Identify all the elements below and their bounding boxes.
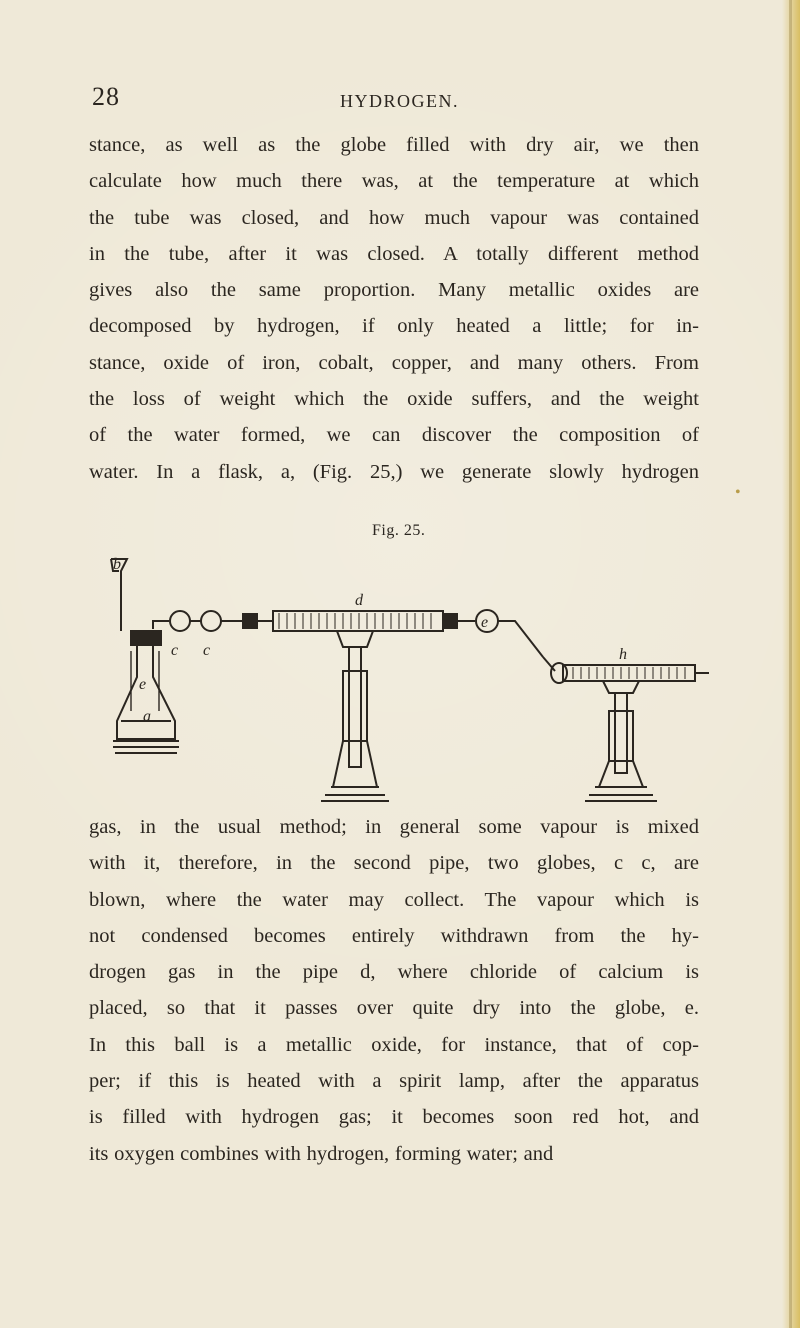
label-b: b bbox=[113, 556, 121, 573]
text-line: In this ball is a metallic oxide, for instance, that of cop- bbox=[89, 1033, 699, 1056]
middle-stand-rod bbox=[349, 647, 361, 767]
page-edge-line bbox=[789, 0, 792, 1328]
text-line: decomposed by hydrogen, if only heated a little; for in- bbox=[89, 315, 699, 338]
right-clamp bbox=[603, 681, 639, 693]
text-line: placed, so that it passes over quite dry into the globe, e. bbox=[89, 997, 699, 1020]
label-c-first: c bbox=[171, 642, 179, 659]
middle-stand-legs bbox=[333, 741, 377, 787]
text-line: not condensed becomes entirely withdrawn from the hy- bbox=[89, 924, 699, 947]
text-line: gas, in the usual method; in general some vapour is mixed bbox=[89, 816, 699, 838]
middle-clamp bbox=[337, 631, 373, 647]
label-e-flask: e bbox=[139, 676, 147, 693]
text-line: stance, as well as the globe filled with dry air, we then bbox=[89, 134, 699, 156]
delivery-tube-start bbox=[153, 621, 169, 629]
flask-base-lines bbox=[113, 741, 179, 753]
text-line: with it, therefore, in the second pipe, two globes, c c, are bbox=[89, 852, 699, 875]
body-text-bottom bbox=[89, 809, 699, 1172]
label-c-second: c bbox=[203, 642, 211, 659]
globe-c1 bbox=[170, 611, 190, 631]
text-line: gives also the same proportion. Many metallic oxides are bbox=[89, 279, 699, 302]
text-line: its oxygen combines with hydrogen, forming water; and bbox=[89, 1142, 554, 1165]
text-line: stance, oxide of iron, cobalt, copper, and many others. From bbox=[89, 351, 699, 374]
margin-stain: • bbox=[735, 484, 741, 501]
label-h: h bbox=[619, 646, 627, 663]
text-line: of the water formed, we can discover the composition of bbox=[89, 424, 699, 447]
right-stand-block bbox=[609, 711, 633, 761]
running-head: HYDROGEN. bbox=[340, 91, 459, 111]
bulb-small bbox=[551, 663, 567, 683]
label-e-globe: e bbox=[481, 614, 489, 631]
apparatus-drawing bbox=[111, 559, 709, 801]
bend-tube bbox=[543, 657, 555, 671]
text-line: blown, where the water may collect. The vapour which is bbox=[89, 888, 699, 911]
text-line: calculate how much there was, at the temperature at which bbox=[89, 170, 699, 193]
globe-c2 bbox=[201, 611, 221, 631]
label-a: a bbox=[143, 708, 151, 725]
text-line: in the tube, after it was closed. A totally different method bbox=[89, 242, 699, 265]
connector-1 bbox=[243, 614, 257, 628]
figure-caption: Fig. 25. bbox=[372, 522, 426, 539]
text-line: per; if this is heated with a spirit lamp, after the apparatus bbox=[89, 1070, 699, 1093]
drying-pipe-d bbox=[273, 611, 443, 631]
text-line: water. In a flask, a, (Fig. 25,) we generate slowly hydrogen bbox=[89, 460, 699, 483]
page-number: 28 bbox=[92, 82, 120, 111]
right-stand-base bbox=[585, 787, 657, 801]
calcium-chloride-fill bbox=[279, 613, 431, 629]
connector-2 bbox=[445, 614, 457, 628]
descending-tube bbox=[498, 621, 543, 657]
text-line: is filled with hydrogen gas; it becomes soon red hot, and bbox=[89, 1106, 699, 1129]
text-line: the tube was closed, and how much vapour was contained bbox=[89, 206, 699, 229]
text-line: drogen gas in the pipe d, where chloride of calcium is bbox=[89, 961, 699, 984]
middle-stand-block bbox=[343, 671, 367, 741]
text-line: the loss of weight which the oxide suffers, and the weight bbox=[89, 388, 699, 411]
middle-stand-base bbox=[321, 787, 389, 801]
label-d: d bbox=[355, 592, 363, 609]
body-text-top bbox=[89, 127, 699, 490]
flask-stopper bbox=[131, 631, 161, 645]
right-tube-fill bbox=[573, 667, 685, 679]
apparatus-figure bbox=[103, 551, 711, 807]
